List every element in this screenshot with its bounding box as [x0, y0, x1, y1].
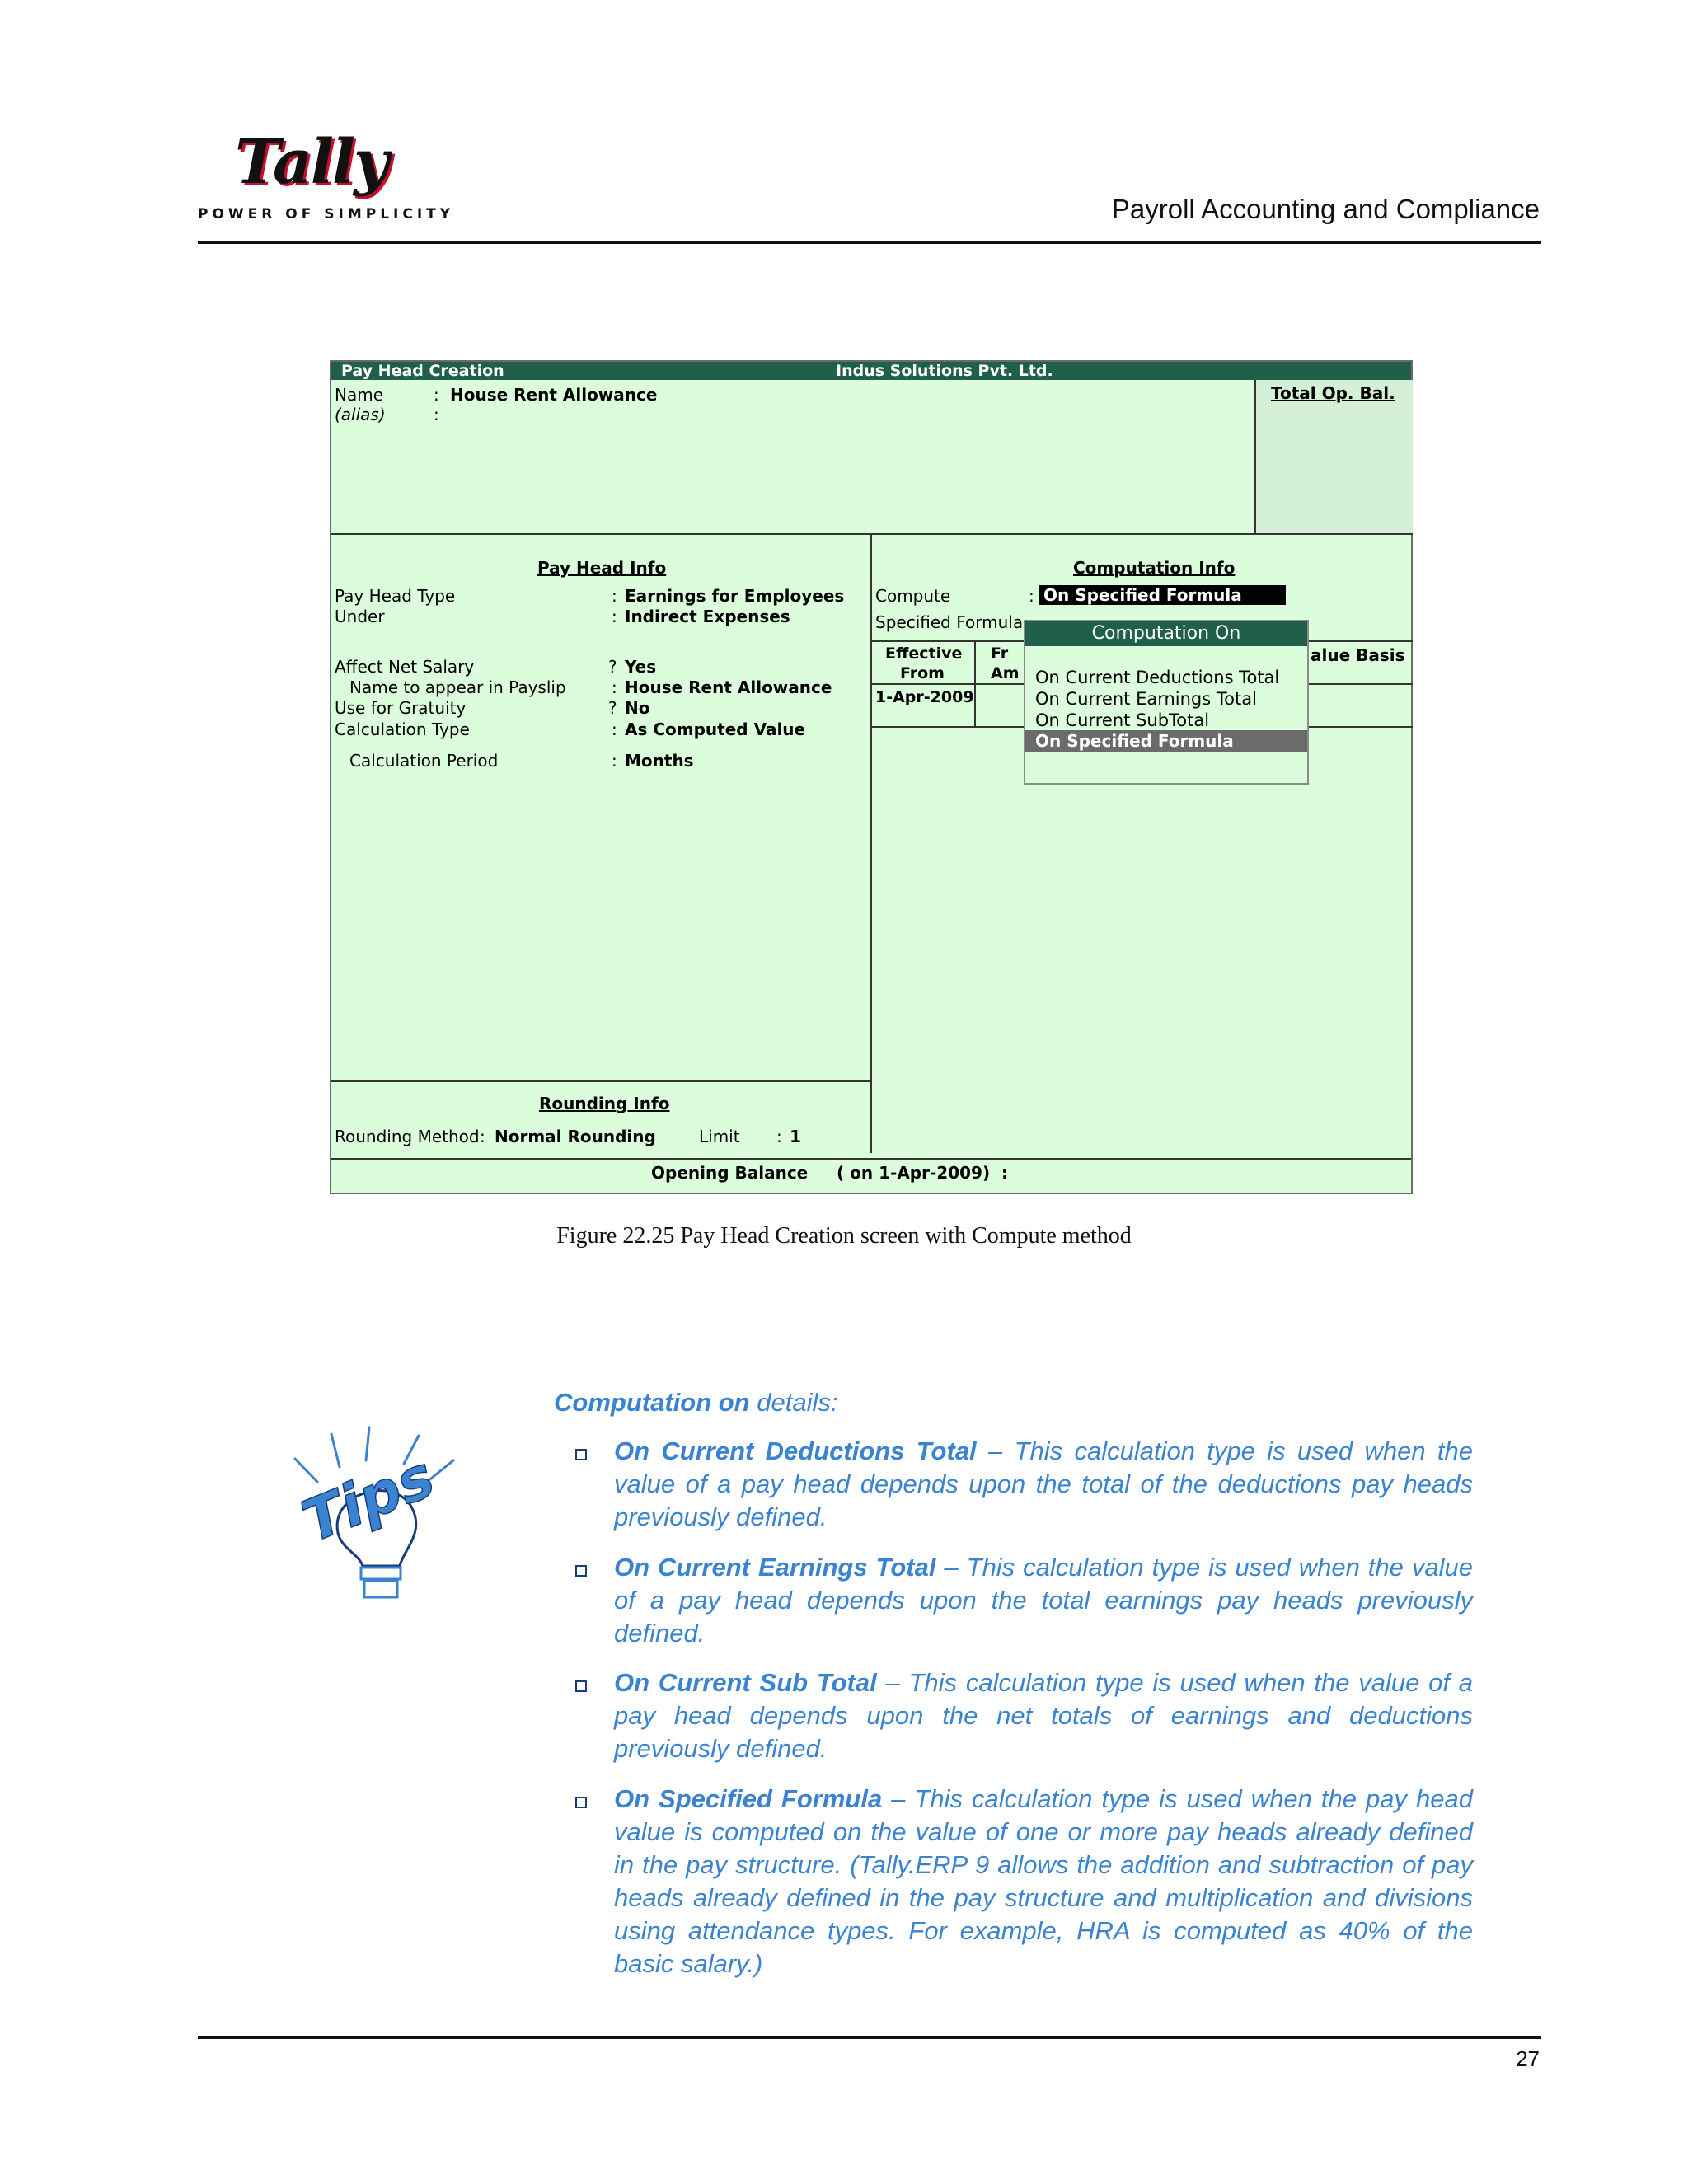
divider [974, 640, 976, 726]
tips-heading-rest: details: [749, 1388, 838, 1417]
field-sep: : [480, 1127, 485, 1146]
pay-head-type-value[interactable]: Earnings for Employees [625, 586, 845, 606]
calculation-type-label: Calculation Type [335, 719, 470, 739]
page-number: 27 [1516, 2046, 1540, 2071]
tip-term: On Current Deductions Total [614, 1436, 977, 1465]
rounding-method-label: Rounding Method [335, 1127, 480, 1146]
bullet-icon [575, 1449, 587, 1460]
option-current-subtotal[interactable]: On Current SubTotal [1035, 710, 1210, 730]
field-sep: : [612, 586, 617, 606]
tip-text: – This calculation type is used when the pay head value is computed on the value of one or more pay heads already defined in the pay structure. (Tally.ERP 9 allows the addition and subtraction of pay heads already defined in the pay structure and multiplication and divisions using attendance types. For example, HRA is computed as 40% of the basic salary.) [614, 1784, 1474, 1978]
tips-icon [280, 1418, 470, 1615]
col-from-amount [991, 644, 1020, 683]
pay-head-type-label: Pay Head Type [335, 586, 456, 606]
total-op-bal-label: Total Op. Bal. [1271, 383, 1395, 403]
use-for-gratuity-value[interactable]: No [625, 698, 650, 718]
tip-text: – This calculation type is used when the value of a pay head depends upon the total of the deductions pay heads previously defined. [614, 1436, 1474, 1531]
under-label: Under [335, 607, 385, 626]
compute-field[interactable] [1039, 585, 1286, 605]
header-rule [198, 241, 1541, 244]
under-value[interactable]: Indirect Expenses [625, 607, 790, 626]
field-sep: ? [608, 698, 617, 718]
divider [331, 1158, 1411, 1160]
payslip-name-label: Name to appear in Payslip [349, 677, 566, 697]
tip-term: On Specified Formula [614, 1784, 883, 1813]
tips-icon-text: Tips [293, 1442, 443, 1556]
screen-title-bar [331, 362, 1411, 380]
rounding-info-heading: Rounding Info [539, 1094, 670, 1113]
field-sep: : [612, 719, 617, 739]
calculation-period-value[interactable]: Months [625, 751, 694, 771]
field-sep: : [612, 607, 617, 626]
name-label: Name [335, 385, 384, 405]
divider [870, 533, 872, 1153]
limit-value[interactable]: 1 [790, 1127, 801, 1146]
opening-balance[interactable]: Opening Balance ( on 1-Apr-2009) : [651, 1163, 1009, 1183]
pay-head-creation-screen [330, 360, 1413, 1194]
affect-net-salary-value[interactable]: Yes [625, 657, 657, 677]
screen-title: Pay Head Creation [341, 362, 504, 380]
bullet-icon [575, 1565, 587, 1577]
name-sep: : [434, 385, 439, 405]
alias-sep: : [434, 405, 439, 424]
option-current-deductions-total[interactable]: On Current Deductions Total [1035, 668, 1280, 687]
col-from-line2: Am [991, 664, 1020, 682]
col-effective-line1: Effective [885, 644, 963, 663]
section-title: Payroll Accounting and Compliance [1111, 194, 1540, 224]
total-op-bal-box [1254, 380, 1413, 535]
affect-net-salary-label: Affect Net Salary [335, 657, 475, 677]
payslip-name-value[interactable]: House Rent Allowance [625, 677, 832, 697]
rounding-method-value[interactable]: Normal Rounding [495, 1127, 656, 1146]
tip-item [614, 1551, 1473, 1650]
computation-info-heading: Computation Info [1073, 558, 1236, 578]
company-name: Indus Solutions Pvt. Ltd. [836, 362, 1053, 380]
compute-label: Compute [875, 586, 951, 606]
col-effective-line2: From [900, 664, 945, 682]
limit-label: Limit [699, 1127, 740, 1146]
tips-heading-bold: Computation on [554, 1388, 750, 1417]
logo-tagline: POWER OF SIMPLICITY [198, 206, 455, 223]
col-from-line1: Fr [991, 644, 1009, 663]
compute-sep: : [1029, 586, 1034, 606]
tip-text: – This calculation type is used when the value of a pay head depends upon the total earnings pay heads previously defined. [614, 1553, 1473, 1647]
tip-term: On Current Earnings Total [614, 1553, 936, 1582]
col-effective-from [885, 644, 963, 683]
pay-head-info-heading: Pay Head Info [537, 558, 667, 578]
tip-item [614, 1666, 1473, 1765]
col-value-basis: alue Basis [1311, 645, 1405, 665]
effective-from-date[interactable]: 1-Apr-2009 [875, 688, 974, 706]
calculation-type-value[interactable]: As Computed Value [625, 719, 806, 739]
computation-on-popup[interactable] [1024, 620, 1309, 785]
footer-rule [198, 2036, 1541, 2039]
use-for-gratuity-label: Use for Gratuity [335, 698, 467, 718]
tally-logo: Tally [235, 127, 388, 198]
name-field[interactable]: House Rent Allowance [450, 385, 658, 405]
option-current-earnings-total[interactable]: On Current Earnings Total [1035, 689, 1257, 709]
option-specified-formula[interactable]: On Specified Formula [1025, 730, 1307, 752]
alias-label: (alias) [335, 405, 386, 424]
specified-formula-label: Specified Formula [875, 612, 1024, 632]
bullet-icon [575, 1680, 587, 1692]
calculation-period-label: Calculation Period [349, 751, 499, 771]
tip-term: On Current Sub Total [614, 1668, 877, 1697]
divider [331, 1080, 872, 1082]
compute-value: On Specified Formula [1043, 585, 1242, 605]
popup-title: Computation On [1025, 621, 1307, 646]
tip-text: – This calculation type is used when the value of a pay head depends upon the net totals of earnings and deductions previously defined. [614, 1668, 1473, 1763]
tip-item [614, 1435, 1473, 1534]
figure-caption: Figure 22.25 Pay Head Creation screen with Compute method [556, 1223, 1132, 1249]
bullet-icon [575, 1797, 587, 1808]
field-sep: : [612, 677, 617, 697]
field-sep: ? [608, 657, 617, 677]
field-sep: : [776, 1127, 782, 1146]
tip-item [614, 1783, 1473, 1980]
field-sep: : [612, 751, 617, 771]
tips-heading [554, 1388, 837, 1418]
